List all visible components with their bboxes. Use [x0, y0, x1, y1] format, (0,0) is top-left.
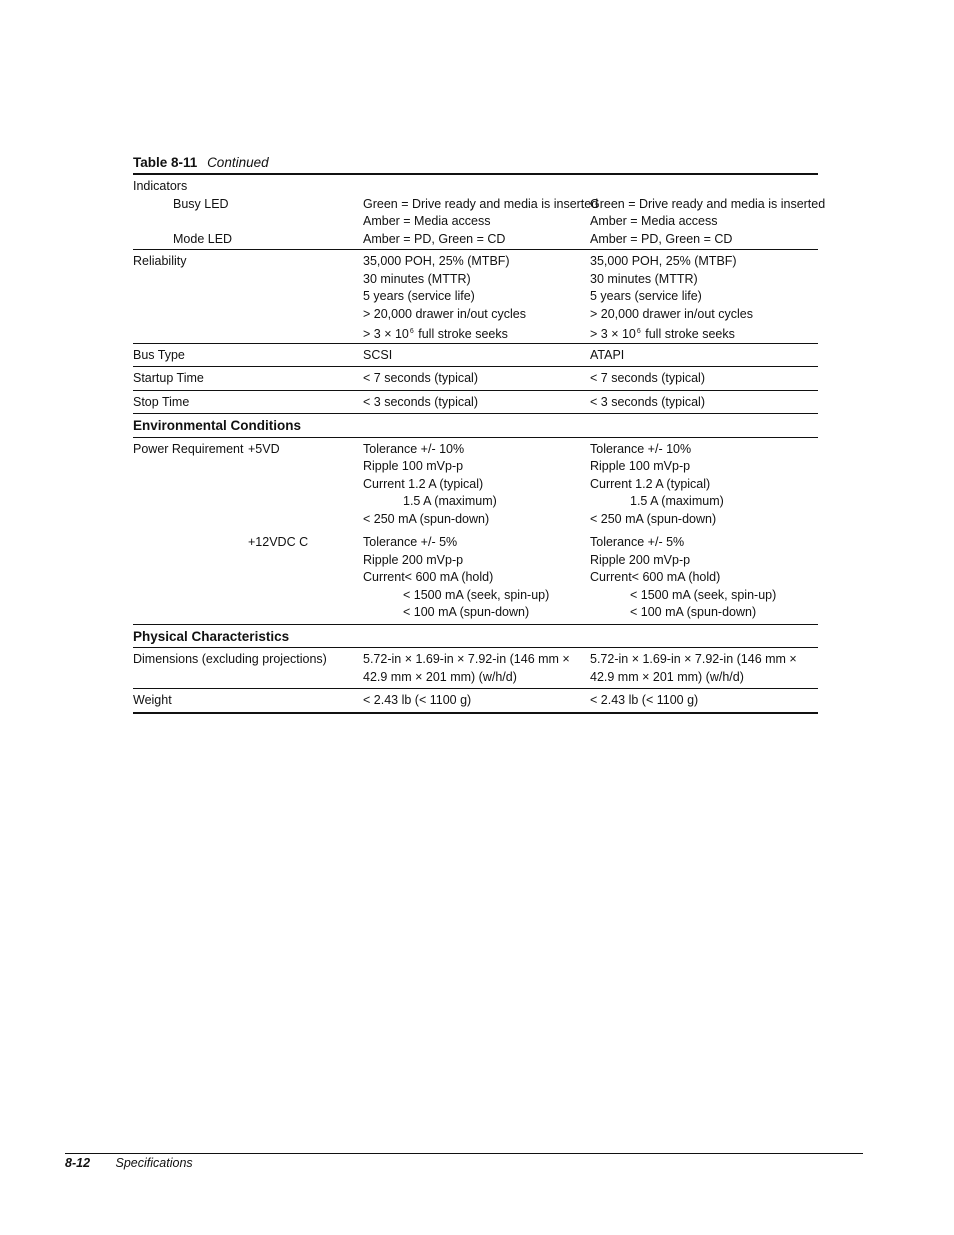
power-12v-scsi-2: Ripple 200 mVp-p	[363, 552, 464, 567]
seeks-post: full stroke seeks	[414, 327, 508, 341]
power-5v-atapi-1: Tolerance +/- 10%	[590, 441, 692, 456]
power-12v-atapi-1: Tolerance +/- 5%	[590, 535, 685, 549]
reliability-atapi-1: 35,000 POH, 25% (MTBF)	[590, 254, 737, 268]
indicators-scsi-2: Amber = Media access	[363, 214, 491, 228]
seeks-post: full stroke seeks	[641, 327, 735, 341]
power-12v-scsi-5: < 100 mA (spun-down)	[403, 605, 530, 619]
reliability-scsi-2: 30 minutes (MTTR)	[363, 271, 471, 286]
power-5v-atapi-4: 1.5 A (maximum)	[630, 494, 724, 508]
startup-time-label: Startup Time	[133, 371, 204, 385]
power-12v-label: +12VDC C	[248, 535, 309, 549]
power-12v-atapi-4: < 1500 mA (seek, spin-up)	[630, 587, 777, 602]
indicators-label: Indicators	[133, 179, 188, 193]
environmental-heading: Environmental Conditions	[133, 418, 302, 433]
dimensions-atapi-1: 5.72-in × 1.69-in × 7.92-in (146 mm ×	[590, 652, 797, 666]
power-5v-scsi-1: Tolerance +/- 10%	[363, 441, 465, 456]
reliability-scsi-4: > 20,000 drawer in/out cycles	[363, 306, 526, 321]
indicators-section	[133, 175, 826, 250]
table-continued: Continued	[207, 155, 269, 170]
reliability-scsi-3: 5 years (service life)	[363, 289, 475, 303]
reliability-scsi-1: 35,000 POH, 25% (MTBF)	[363, 254, 510, 268]
dimensions-section	[133, 648, 818, 689]
power-5v-label: +5VD	[248, 441, 280, 456]
reliability-atapi-seeks	[590, 323, 735, 344]
power-5v-scsi-3: Current 1.2 A (typical)	[363, 476, 484, 491]
power-5v-scsi-2: Ripple 100 mVp-p	[363, 459, 464, 473]
reliability-section	[133, 250, 818, 344]
dimensions-label: Dimensions (excluding projections)	[133, 652, 327, 666]
page-footer	[65, 1156, 193, 1170]
bus-type-scsi: SCSI	[363, 347, 393, 362]
seeks-pre: > 3 × 10	[363, 327, 409, 341]
table-caption	[133, 155, 269, 170]
environmental-heading-section	[133, 414, 818, 438]
spec-table	[133, 175, 826, 714]
power-5v-atapi-2: Ripple 100 mVp-p	[590, 459, 691, 473]
stop-time-label: Stop Time	[133, 394, 190, 409]
power-12v-atapi-3: Current< 600 mA (hold)	[590, 570, 721, 584]
bus-type-atapi: ATAPI	[590, 347, 625, 362]
startup-time-scsi: < 7 seconds (typical)	[363, 371, 478, 385]
power-5v-scsi-4: 1.5 A (maximum)	[403, 494, 497, 508]
footer-rule	[65, 1153, 863, 1154]
power-12v-scsi-1: Tolerance +/- 5%	[363, 535, 458, 549]
power-12v-atapi-2: Ripple 200 mVp-p	[590, 552, 691, 567]
stop-time-section	[133, 391, 818, 415]
bus-type-label: Bus Type	[133, 347, 185, 362]
indicators-atapi-3: Amber = PD, Green = CD	[590, 231, 733, 246]
weight-atapi: < 2.43 lb (< 1100 g)	[590, 693, 699, 707]
physical-heading: Physical Characteristics	[133, 628, 290, 644]
startup-time-atapi: < 7 seconds (typical)	[590, 371, 705, 385]
weight-label: Weight	[133, 693, 172, 707]
physical-heading-section	[133, 625, 818, 649]
power-12v-scsi-3: Current< 600 mA (hold)	[363, 570, 494, 584]
bus-type-section	[133, 344, 818, 368]
seeks-pre: > 3 × 10	[590, 327, 636, 341]
dimensions-scsi-2: 42.9 mm × 201 mm) (w/h/d)	[363, 669, 517, 684]
mode-led-label: Mode LED	[173, 231, 233, 246]
reliability-atapi-4: > 20,000 drawer in/out cycles	[590, 306, 753, 321]
power-5v-atapi-3: Current 1.2 A (typical)	[590, 476, 711, 491]
reliability-scsi-seeks	[363, 323, 508, 344]
footer-title: Specifications	[115, 1156, 193, 1170]
reliability-label: Reliability	[133, 254, 187, 268]
indicators-atapi-2: Amber = Media access	[590, 214, 718, 228]
power-5v-scsi-5: < 250 mA (spun-down)	[363, 511, 490, 526]
indicators-atapi-1: Green = Drive ready and media is inserted	[590, 196, 826, 211]
seeks-exponent: 6	[409, 328, 414, 335]
reliability-atapi-3: 5 years (service life)	[590, 289, 702, 303]
stop-time-atapi: < 3 seconds (typical)	[590, 394, 705, 409]
power-5v-atapi-5: < 250 mA (spun-down)	[590, 511, 717, 526]
power-section	[133, 438, 818, 625]
stop-time-scsi: < 3 seconds (typical)	[363, 394, 478, 409]
indicators-scsi-1: Green = Drive ready and media is inserted	[363, 196, 599, 211]
indicators-scsi-3: Amber = PD, Green = CD	[363, 231, 506, 246]
busy-led-label: Busy LED	[173, 196, 229, 211]
weight-section	[133, 689, 818, 714]
reliability-atapi-2: 30 minutes (MTTR)	[590, 271, 698, 286]
power-label: Power Requirement	[133, 441, 244, 456]
power-12v-scsi-4: < 1500 mA (seek, spin-up)	[403, 587, 550, 602]
weight-scsi: < 2.43 lb (< 1100 g)	[363, 693, 472, 707]
dimensions-atapi-2: 42.9 mm × 201 mm) (w/h/d)	[590, 669, 744, 684]
table-number: Table 8-11	[133, 155, 198, 170]
page-number: 8-12	[65, 1156, 91, 1170]
dimensions-scsi-1: 5.72-in × 1.69-in × 7.92-in (146 mm ×	[363, 652, 570, 666]
power-12v-atapi-5: < 100 mA (spun-down)	[630, 605, 757, 619]
seeks-exponent: 6	[636, 328, 641, 335]
startup-time-section	[133, 367, 818, 391]
